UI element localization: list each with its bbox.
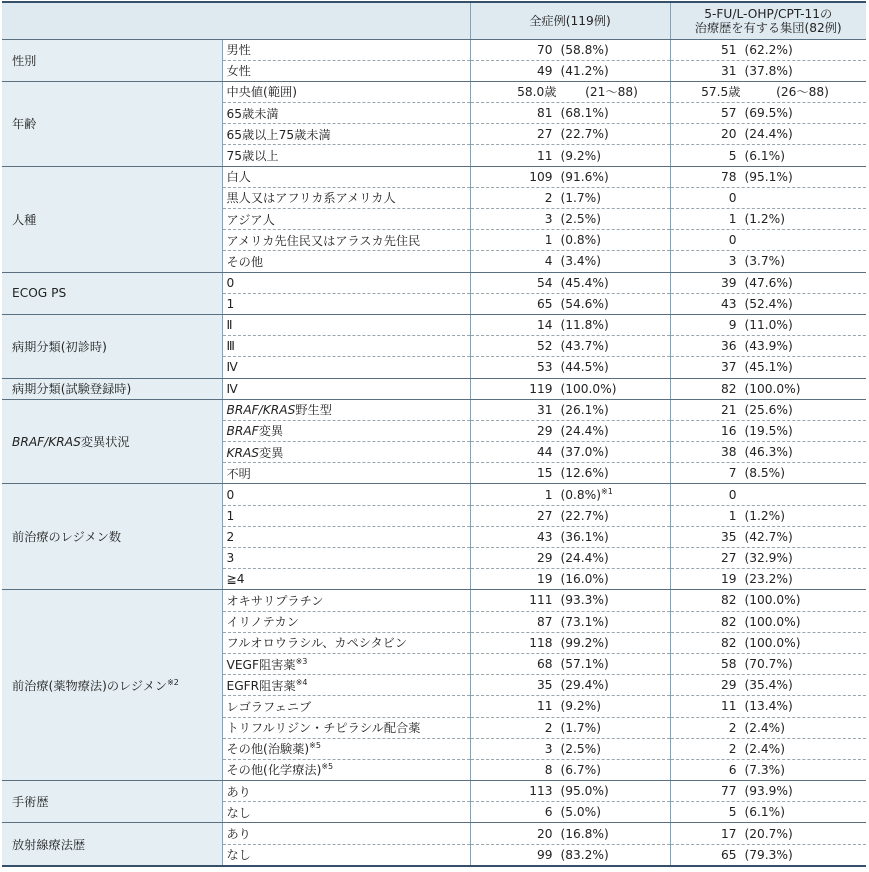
all-value: 20 (16.8%)	[470, 823, 670, 844]
all-value: 119 (100.0%)	[470, 378, 670, 399]
category-label: 放射線療法歴	[2, 823, 222, 866]
table-body	[2, 39, 866, 866]
category-label: 病期分類(試験登録時)	[2, 378, 222, 399]
sub-value: 0	[670, 187, 866, 208]
sub-value: 82 (100.0%)	[670, 611, 866, 632]
sub-value: 17 (20.7%)	[670, 823, 866, 844]
header-blank	[2, 2, 470, 39]
row-label: 65歳未満	[222, 103, 470, 124]
category-label: 前治療(薬物療法)のレジメン$^{※2}$	[2, 590, 222, 781]
all-value: 111 (93.3%)	[470, 590, 670, 611]
sub-value: 2 (2.4%)	[670, 738, 866, 759]
row-label: 中央値(範囲)	[222, 81, 470, 102]
sub-value: 39 (47.6%)	[670, 272, 866, 293]
all-value: 87 (73.1%)	[470, 611, 670, 632]
sub-value: 3 (3.7%)	[670, 251, 866, 272]
all-value: 29 (24.4%)	[470, 420, 670, 441]
header-treated-group: 5-FU/L-OHP/CPT-11の 治療歴を有する集団(82例)	[670, 2, 866, 39]
sub-value: 57.5歳 (26〜88)	[670, 81, 866, 102]
sub-value: 82 (100.0%)	[670, 632, 866, 653]
row-label: 2	[222, 526, 470, 547]
table-row	[2, 781, 866, 802]
all-value: 2 (1.7%)	[470, 187, 670, 208]
all-value: 43 (36.1%)	[470, 526, 670, 547]
all-value: 109 (91.6%)	[470, 166, 670, 187]
table-row	[2, 81, 866, 102]
sub-value: 7 (8.5%)	[670, 463, 866, 484]
sub-value: 1 (1.2%)	[670, 209, 866, 230]
row-label: アメリカ先住民又はアラスカ先住民	[222, 230, 470, 251]
sub-value: 0	[670, 484, 866, 505]
table-row	[2, 378, 866, 399]
sub-value: 35 (42.7%)	[670, 526, 866, 547]
category-label: 人種	[2, 166, 222, 272]
sub-value: 77 (93.9%)	[670, 781, 866, 802]
footnote-mark: ※2	[167, 677, 179, 687]
all-value: 44 (37.0%)	[470, 442, 670, 463]
all-value: 3 (2.5%)	[470, 738, 670, 759]
all-value: 99 (83.2%)	[470, 844, 670, 866]
row-label: KRAS変異	[222, 442, 470, 463]
row-label: あり	[222, 823, 470, 844]
sub-value: 38 (46.3%)	[670, 442, 866, 463]
row-label: なし	[222, 802, 470, 823]
footnote-mark: ※5	[321, 762, 334, 772]
row-label: 75歳以上	[222, 145, 470, 166]
row-label: 女性	[222, 60, 470, 81]
category-label: 性別	[2, 39, 222, 81]
all-value: 2 (1.7%)	[470, 717, 670, 738]
all-value: 15 (12.6%)	[470, 463, 670, 484]
row-label: ≧4	[222, 569, 470, 590]
sub-value: 31 (37.8%)	[670, 60, 866, 81]
all-value: 1 $(0.8\%)^{※1}$	[470, 484, 670, 505]
sub-value: 16 (19.5%)	[670, 420, 866, 441]
row-label: 不明	[222, 463, 470, 484]
row-label: EGFR阻害薬$^{※4}$	[222, 675, 470, 696]
row-label: トリフルリジン・チピラシル配合薬	[222, 717, 470, 738]
all-value: 113 (95.0%)	[470, 781, 670, 802]
all-value: 19 (16.0%)	[470, 569, 670, 590]
sub-value: 57 (69.5%)	[670, 103, 866, 124]
all-value: 27 (22.7%)	[470, 505, 670, 526]
all-value: 31 (26.1%)	[470, 399, 670, 420]
sub-value: 1 (1.2%)	[670, 505, 866, 526]
table-row	[2, 272, 866, 293]
table-row	[2, 39, 866, 60]
footnote-mark: ※1	[600, 486, 613, 496]
all-value: 49 (41.2%)	[470, 60, 670, 81]
all-value: 11 (9.2%)	[470, 145, 670, 166]
row-label: その他(治験薬)$^{※5}$	[222, 738, 470, 759]
row-label: BRAF変異	[222, 420, 470, 441]
row-label: Ⅳ	[222, 357, 470, 378]
sub-value: 51 (62.2%)	[670, 39, 866, 60]
row-label: 1	[222, 293, 470, 314]
sub-value: 6 (7.3%)	[670, 759, 866, 780]
all-value: 52 (43.7%)	[470, 336, 670, 357]
sub-value: 27 (32.9%)	[670, 548, 866, 569]
sub-value: 36 (43.9%)	[670, 336, 866, 357]
row-label: イリノテカン	[222, 611, 470, 632]
row-label: 白人	[222, 166, 470, 187]
table-row	[2, 399, 866, 420]
all-value: 14 (11.8%)	[470, 314, 670, 335]
sub-value: 11 (13.4%)	[670, 696, 866, 717]
row-label: 65歳以上75歳未満	[222, 124, 470, 145]
all-value: 29 (24.4%)	[470, 548, 670, 569]
table-row	[2, 823, 866, 844]
table-header	[2, 2, 866, 39]
all-value: 65 (54.6%)	[470, 293, 670, 314]
category-label: 病期分類(初診時)	[2, 314, 222, 378]
row-label: その他(化学療法)$^{※5}$	[222, 759, 470, 780]
all-value: 118 (99.2%)	[470, 632, 670, 653]
row-label: 0	[222, 272, 470, 293]
all-value: 6 (5.0%)	[470, 802, 670, 823]
row-label: BRAF/KRAS野生型	[222, 399, 470, 420]
sub-value: 21 (25.6%)	[670, 399, 866, 420]
baseline-characteristics-table	[2, 1, 866, 867]
row-label: Ⅳ	[222, 378, 470, 399]
sub-value: 5 (6.1%)	[670, 145, 866, 166]
all-value: 54 (45.4%)	[470, 272, 670, 293]
row-label: オキサリプラチン	[222, 590, 470, 611]
sub-value: 20 (24.4%)	[670, 124, 866, 145]
sub-value: 82 (100.0%)	[670, 590, 866, 611]
sub-value: 65 (79.3%)	[670, 844, 866, 866]
row-label: 1	[222, 505, 470, 526]
all-value: 68 (57.1%)	[470, 653, 670, 674]
category-label: ECOG PS	[2, 272, 222, 314]
sub-value: 0	[670, 230, 866, 251]
header-all-cases: 全症例(119例)	[470, 2, 670, 39]
table-row	[2, 484, 866, 505]
row-label: なし	[222, 844, 470, 866]
row-label: Ⅱ	[222, 314, 470, 335]
all-value: 35 (29.4%)	[470, 675, 670, 696]
sub-value: 5 (6.1%)	[670, 802, 866, 823]
row-label: VEGF阻害薬$^{※3}$	[222, 653, 470, 674]
category-label: 年齢	[2, 81, 222, 166]
sub-value: 19 (23.2%)	[670, 569, 866, 590]
category-label: 前治療のレジメン数	[2, 484, 222, 590]
row-label: 男性	[222, 39, 470, 60]
row-label: 3	[222, 548, 470, 569]
all-value: 27 (22.7%)	[470, 124, 670, 145]
all-value: 81 (68.1%)	[470, 103, 670, 124]
sub-value: 37 (45.1%)	[670, 357, 866, 378]
sub-value: 2 (2.4%)	[670, 717, 866, 738]
sub-value: 9 (11.0%)	[670, 314, 866, 335]
footnote-mark: ※5	[309, 741, 321, 751]
row-label: アジア人	[222, 209, 470, 230]
all-value: 4 (3.4%)	[470, 251, 670, 272]
row-label: Ⅲ	[222, 336, 470, 357]
all-value: 11 (9.2%)	[470, 696, 670, 717]
row-label: あり	[222, 781, 470, 802]
row-label: 黒人又はアフリカ系アメリカ人	[222, 187, 470, 208]
all-value: 8 (6.7%)	[470, 759, 670, 780]
footnote-mark: ※3	[295, 656, 308, 666]
all-value: 53 (44.5%)	[470, 357, 670, 378]
all-value: 3 (2.5%)	[470, 209, 670, 230]
sub-value: 43 (52.4%)	[670, 293, 866, 314]
table-row	[2, 314, 866, 335]
row-label: その他	[222, 251, 470, 272]
all-value: 58.0歳 (21〜88)	[470, 81, 670, 102]
all-value: 1 (0.8%)	[470, 230, 670, 251]
category-label: BRAF/KRAS変異状況	[2, 399, 222, 484]
sub-value: 78 (95.1%)	[670, 166, 866, 187]
footnote-mark: ※4	[295, 677, 308, 687]
table-row	[2, 590, 866, 611]
all-value: 70 (58.8%)	[470, 39, 670, 60]
sub-value: 29 (35.4%)	[670, 675, 866, 696]
row-label: レゴラフェニブ	[222, 696, 470, 717]
sub-value: 58 (70.7%)	[670, 653, 866, 674]
row-label: 0	[222, 484, 470, 505]
table-row	[2, 166, 866, 187]
row-label: フルオロウラシル、カペシタビン	[222, 632, 470, 653]
sub-value: 82 (100.0%)	[670, 378, 866, 399]
category-label: 手術歴	[2, 781, 222, 823]
